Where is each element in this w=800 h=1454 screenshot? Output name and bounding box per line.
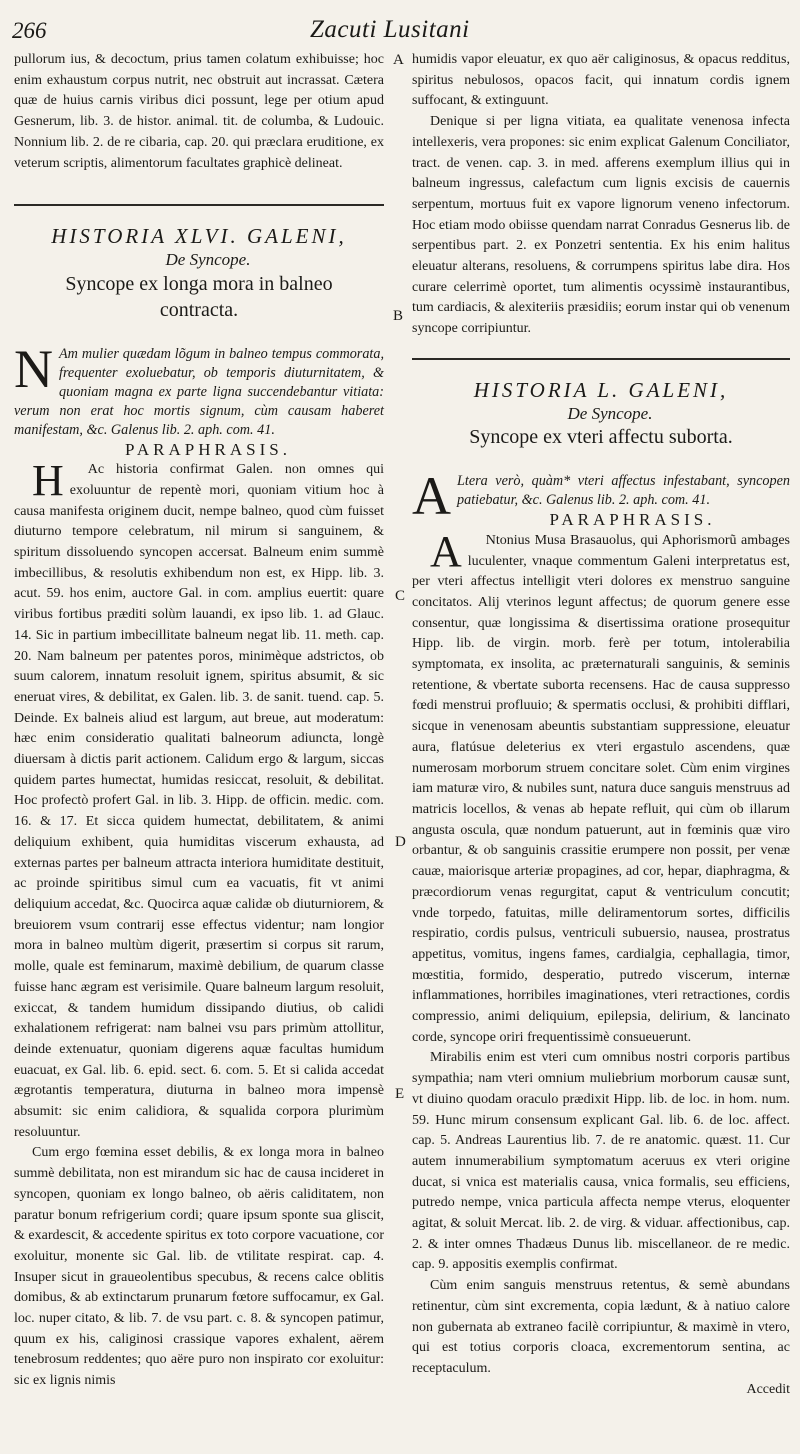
section-title: Syncope ex vteri affectu suborta. bbox=[469, 426, 733, 449]
section-rule bbox=[14, 204, 384, 206]
paraphrasis-paragraph-3: Cùm enim sanguis menstruus retentus, & semè abundans retinentur, cùm sint excrementa, copia lædunt, & à natiuo calore non gubernata ab extraneo facilè corripiuntur, & maximè in vtero, qui est totius corporis cloaca, excrementorum sentina, ac receptaculum. bbox=[412, 1278, 790, 1376]
history-subtitle: De Syncope. bbox=[567, 403, 653, 423]
running-title: Zacuti Lusitani bbox=[310, 16, 470, 43]
aphorism-quote bbox=[14, 338, 384, 440]
section-title-line-1: Syncope ex longa mora in balneo bbox=[65, 272, 333, 295]
drop-cap: H bbox=[32, 456, 64, 506]
history-title: HISTORIA XLVI. GALENI, bbox=[51, 224, 347, 249]
section-title bbox=[14, 271, 384, 323]
paraphrasis-paragraph-1 bbox=[14, 456, 384, 1143]
running-head bbox=[10, 14, 788, 54]
margin-letter-e: E bbox=[395, 1086, 405, 1102]
right-carryover-paragraph: Denique si per ligna vitiata, ea qualitate venenosa infecta intellexeris, vera propones: sic enim explicat Galenum Conciliator, tract. de venen. cap. 3. in med. afferens exemplum illius qui in balneum ingressus, calefactum cum lignis excisis de cauernis serpentum, mortuus fuit ex vapore lignorum veneno infectorum. Hoc etiam modo obiisse quendam narrat Conradus Gesnerus lib. de serpentibus part. 2. ex Ponzetri sententia. Ex his enim halitus eleuatur alterans, resoluens, & corrumpens spiritus labe dira. Hos curare celerrimè oportet, tum alimentis ocyssimè instaurantibus, tum cardiacis, & alexiteriis præsidiis; eorum instar qui ob venenum syncope corripiuntur. bbox=[412, 114, 790, 337]
history-title: HISTORIA L. GALENI, bbox=[473, 377, 729, 402]
drop-cap: N bbox=[14, 338, 53, 399]
left-carryover-text: pullorum ius, & decoctum, prius tamen colatum exhibuisse; hoc enim exhaustum corpus nutrit, nec obstruit aut incrassat. Cætera quæ de huius carnis viribus dici possunt, lege per otium apud Gesnerum, lib. 3. de histor. animal. tit. de columba, & Ludouic. Nonnium lib. 2. de re cibaria, cap. 20. qui præclara eruditione, ex veterum scriptis, alimentorum facultates graphicè delineat. bbox=[14, 52, 384, 171]
right-carryover-text: humidis vapor eleuatur, ex quo aër caliginosus, & opacus redditus, spiritus nebulosos, opacos facit, qui innatum cordis ignem suffocant, & extinguunt. bbox=[412, 52, 790, 109]
drop-cap: A bbox=[412, 466, 451, 527]
section-title-line-2: contracta. bbox=[159, 298, 239, 321]
margin-letter-a: A bbox=[393, 52, 404, 68]
aphorism-quote-text: Am mulier quædam lõgum in balneo tempus commorata, frequenter exoluebatur, ob temporis diuturnitatem, & quoniam magna ex parte ligna succendebantur vitiata: verum non erat hoc mortis signum, cùm causam haberet manifestam, &c. Galenus lib. 2. aph. com. 41. bbox=[14, 345, 384, 438]
drop-cap: A bbox=[430, 526, 462, 576]
aphorism-quote-text: Ltera verò, quàm* vteri affectus infestabant, syncopen patiebatur, &c. Galenus lib. 2. aph. com. 41. bbox=[457, 473, 790, 509]
right-column bbox=[412, 50, 790, 1400]
paraphrasis-heading: PARAPHRASIS. bbox=[125, 439, 291, 459]
paraphrasis-paragraph-2: Cum ergo fœmina esset debilis, & ex longa mora in balneo summè debilitata, non est mirandum sic hac de causa incideret in syncopen, quoniam ex longo balneo, ob aëris caliditatem, non paratur bonum refrigerium cordi; quare ipsum sponte sua gliscit, & exardescit, & accedente spiritus ex toto corpore vacuatione, cor exoluitur, monente sic Gal. lib. de vtilitate respirat. cap. 4. Insuper sicut in graueolentibus specubus, & recens calce oblitis domibus, & ab extinctarum prunarum fœtore suffocamur, ex Gal. loc. nuper citato, & lib. 7. de vsu part. c. 8. & syncopen patimur, quum ex his, caliginosi crassique vapores exhalent, aërem tenebrosum reddentes; quo aëre puro non inspirato cor exoluitur: sic ex lignis nimis bbox=[14, 1145, 384, 1389]
margin-letter-b: B bbox=[393, 308, 404, 324]
section-rule bbox=[412, 358, 790, 360]
paraphrasis-paragraph-2: Mirabilis enim est vteri cum omnibus nostri corporis partibus sympathia; nam vteri omnium muliebrium morborum causæ sunt, vt diuino quodam oraculo prædixit Hipp. lib. de loc. in hom. num. 59. Hunc mirum consensum explicant Gal. lib. 6. de loc. affect. cap. 5. Andreas Laurentius lib. 7. de re anatomic. quæst. 11. Cur autem innumerabilium symptomatum aceruus ex vteri origine ducat, si vnica est materialis causa, vnica formalis, seu efficiens, putredo nempe, vnica particula affecta nempe vterus, eloquenter agitat, & soluit Mercat. lib. 2. de virg. & viduar. affectionibus, cap. 2. & inter omnes Thadæus Dunus lib. miscellaneor. de re medic. cap. 9. appositis exemplis confirmat. bbox=[412, 1050, 790, 1273]
paraphrasis-paragraph-1 bbox=[412, 526, 790, 1049]
margin-letter-c: C bbox=[395, 588, 406, 604]
history-subtitle: De Syncope. bbox=[165, 250, 251, 270]
catchword: Accedit bbox=[746, 1381, 790, 1397]
paragraph-text: Ntonius Musa Brasauolus, qui Aphorismorũ ambages luculenter, vnaque commentum Galeni interpretatus est, per vteri affectus intelligit vteri dolores ex menstruo sanguine concitatos. Alij vterinos legunt affectus; de quorum genere esse consentur, quæ longissima & disertissima oratione prosequitur Hipp. lib. de virgin. morb. ferè per totum, intolerabilia symptomata, ex insolita, ac præternaturali sanguinis, & seminis retentione, & vbertate suborta recensens. Hac de causa suppresso fœdi menstrui profluuio; & spermatis occlusi, & prohibiti difflari, sicque in venenosam abeuntis substantiam suppressione, eleuatur aura, flatúsue deleterius ex vteri ergastulo ascendens, quæ numerosam morborum struem concitare solet. Cùm enim virgines iam maturæ viro, & nubiles sunt, natura duce sanguis menstruus ad matricis locellos, & venas ab hepate refluit, qui cùm ob illarum angusta oscula, quæ nondum patuerunt, aut in fœminis quæ viro orbantur, & ob sanguinis crassitie erumpere non possit, per venæ cauæ, maiorisque arteriæ propagines, ad cor, hepar, diaphragma, & præcordiorum venas regurgitat, caput & ventriculum concutit; vnde torpedo, fatuitas, mille deliramentorum sortes, difficilis respiratio, cordis pulsus, ventriculi subuersio, nausea, prostratus appetitus, vomitus, ingens fames, cardialgia, cephallagia, timor, mœstitia, formido, desperatio, putredo viscerum, internæ inflammationes, horribiles imaginationes, vteri retractiones, cordis compressio, animi deliquium, epilepsia, delirium, & lancinato corde, syncope oriri frequentissimè consueuerunt. bbox=[412, 532, 790, 1045]
left-column bbox=[14, 50, 384, 1392]
margin-letter-d: D bbox=[395, 834, 406, 850]
paraphrasis-heading: PARAPHRASIS. bbox=[549, 510, 716, 530]
paragraph-text: Ac historia confirmat Galen. non omnes qui exoluuntur de repentè mori, quoniam vitium hoc à causa manifesta originem ducit, nempe balneo, quod cùm fuisset diuturno tempore celebratum, nil mirum si sanguinem, & spiritum dissoluendo syncopen accersat. Balneum enim summè imbecillibus, & resolutis exhibendum non est, ex Hipp. lib. 3. acut. 59. hos enim, auctore Gal. in com. amplius euertit: quare viribus fortibus præditi solùm lauandi, ex ipso lib. 1. ad Glauc. 14. Sic in partium imbecillitate balneum negat lib. 11. meth. cap. 20. Nam balneum per patentes poros, minimèque adstrictos, ob suum calorem, innatum resoluit ignem, spiritus absumit, & sic eneruat vires, & debilitat, ex Galen. lib. 3. de sanit. tuend. cap. 5. Deinde. Ex balneis aliud est largum, aut breue, aut moderatum: hæc enim consideratio qualitati balneorum adiuncta, longè diuersam à dictis parit actionem. Calidum ergo & largum, siccas quidem partes humectat, humidas resiccat, resoluit, & debilitat. Hoc profectò profert Gal. in lib. 3. Hipp. de officin. medic. com. 16. & 17. Et sicca quidem humectat, debilitatem, & animi deliquium exhibent, quia humiditas viscerum exhausta, ad externas partes per balneum attracta interiora humiditate destituit, ac proinde spiritibus simul cum ea vacuatis, fit vt animi deliquium accedat, &c. Quocirca aquæ calidæ ob diuturniorem, & breuiorem vsum contrarij esse effectus videntur; nam longior mora in balneo multùm digerit, præsertim si corpus sit rarum, molle, quale est feminarum, maximè debilium, de quarum classe fuisse hanc ægram est verisimile. Quare balneum largum resoluit, exiccat, & tandem humidum dissipando diutius, ob calidi exhalationem refrigerat: nam balnei vsu pars primùm attollitur, deinde extenuatur, quoniam digerens aquæ facultas humidum euacuat, ex Gal. lib. 6. epid. sect. 6. com. 5. Et si calida accedat ægrotantis temperatura, diuturna in balneo mora impensè absumit: sic enim calidiora, & squalida corpora plurimùm resoluuntur. bbox=[14, 462, 384, 1140]
page-number: 266 bbox=[12, 18, 47, 43]
